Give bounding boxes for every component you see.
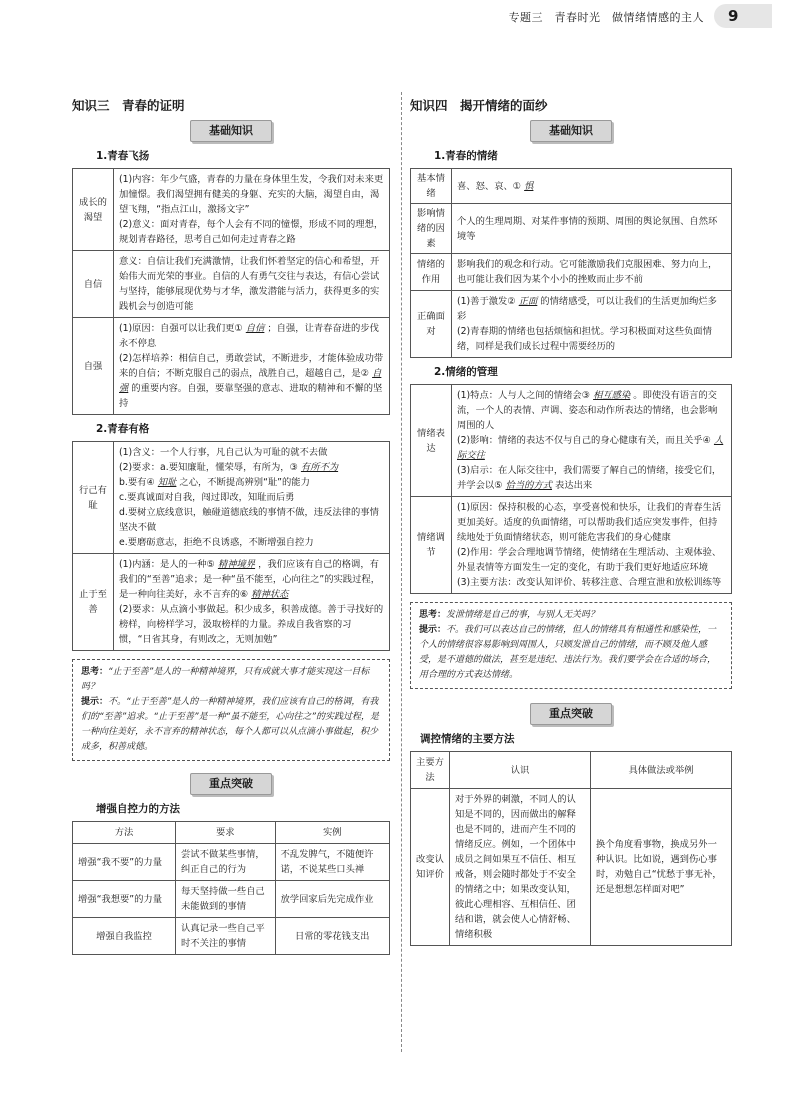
answer-blank: 自强 <box>119 368 382 394</box>
chapter-title: 专题三 青春时光 做情绪情感的主人 <box>508 11 704 24</box>
answer-blank: 相互感染 <box>593 390 631 401</box>
row-line: (1)内容：年少气盛，青春的力量在身体里生发，令我们对未来更加憧憬。我们渴望拥有健美的身躯、充实的大脑，渴望自由，渴望飞翔，“指点江山，激扬文字” <box>119 174 384 215</box>
column-divider <box>401 92 402 1052</box>
page-number: 9 <box>714 4 772 28</box>
answer-blank: 正面 <box>518 296 538 307</box>
table-row <box>411 291 732 358</box>
table-row <box>411 789 732 946</box>
think-note <box>410 602 732 689</box>
think-hint: 提示：不。我们可以表达自己的情绪，但人的情绪具有相通性和感染性，一个人的情绪很容易影响到周围人，只顾发泄自己的情绪，而不顾及他人感受，是不道德的做法，甚至是违纪、违法行为。我们要学会在合适的场合，用合理的方式表达情绪。 <box>419 625 717 680</box>
self-control-table <box>72 821 390 955</box>
row-content: 喜、怒、哀、① 惧 <box>452 169 732 204</box>
answer-blank: 恰当的方式 <box>505 480 553 491</box>
table-row <box>73 918 390 955</box>
answer-blank: 人际交往 <box>457 435 724 461</box>
youth-table <box>72 168 390 415</box>
regulation-table <box>410 751 732 946</box>
row-key: 自强 <box>73 318 114 415</box>
table-row <box>411 254 732 291</box>
table-cell: 增强自我监控 <box>73 918 176 955</box>
answer-blank: 有所不为 <box>300 462 339 473</box>
table-cell: 增强“我想要”的力量 <box>73 881 176 918</box>
row-line: b.要有④ 知耻 之心，不断提高辨别“耻”的能力 <box>119 477 310 488</box>
row-content <box>114 554 390 651</box>
table-cell: 对于外界的刺激，不同人的认知是不同的，因而做出的解释也是不同的，进而产生不同的情绪反应。例如，一个团体中成员之间如果互不信任、相互戒备，则会随时都处于不安全的情绪之中；如果改变认知，彼此心理相容、互相信任、团结和谐，就会使人心情舒畅、情绪积极 <box>450 789 591 946</box>
column-header: 实例 <box>275 822 390 844</box>
think-hint: 提示：不。“止于至善”是人的一种精神境界，我们应该有自己的格调，有我们的“至善”追求。“止于至善”是一种“虽不能至，心向往之”的实践过程，是一种向往美好，永不言弃的精神状态，每个人都可以从点滴小事做起，积少成多，积善成德。 <box>81 697 379 752</box>
table-cell: 换个角度看事物，换成另外一种认识。比如说，遇到伤心事时，劝勉自己“忧愁于事无补，还是想想怎样面对吧” <box>591 789 732 946</box>
row-line: (1)含义：一个人行事，凡自己认为可耻的就不去做 <box>119 447 328 458</box>
section-title-3: 知识三 青春的证明 <box>72 98 185 113</box>
table-cell: 不乱发脾气，不随便许诺，不说某些口头禅 <box>275 844 390 881</box>
table-cell: 改变认知评价 <box>411 789 450 946</box>
row-line: (2)影响：情绪的表达不仅与自己的身心健康有关，而且关乎④ 人际交往 <box>457 435 724 461</box>
page-header <box>0 0 794 30</box>
row-key: 基本情绪 <box>411 169 452 204</box>
right-column <box>410 96 732 946</box>
row-line: (1)内涵：是人的一种⑤ 精神境界 ，我们应该有自己的格调，有我们的“至善”追求；是一种“虽不能至，心向往之”的实践过程，是一种向往美好，永不言弃的⑥ 精神状态 <box>119 559 380 600</box>
row-line: (2)要求：从点滴小事做起。积少成多，积善成德。善于寻找好的榜样，向榜样学习，汲取榜样的力量。养成自我省察的习惯，“日省其身，有则改之，无则加勉” <box>119 604 384 645</box>
row-line: (2)怎样培养：相信自己，勇敢尝试，不断进步，才能体验成功带来的自信；不断克服自己的弱点，战胜自己，超越自己，是② 自强 的重要内容。自强，要靠坚强的意志、进取的精神和不懈的坚持 <box>119 353 384 409</box>
key-points-banner: 重点突破 <box>530 703 612 725</box>
row-line: e.要磨砺意志，拒绝不良诱惑，不断增强自控力 <box>119 537 314 548</box>
row-content <box>114 318 390 415</box>
table-row <box>411 169 732 204</box>
table-header-row <box>73 822 390 844</box>
table-cell: 放学回家后先完成作业 <box>275 881 390 918</box>
answer-blank: 精神境界 <box>217 559 256 570</box>
row-line: c.要真诚面对自我，闯过即改，知耻而后勇 <box>119 492 295 503</box>
think-note <box>72 659 390 761</box>
row-line: (1)原因：保持积极的心态，享受喜悦和快乐，让我们的青春生活更加美好。适度的负面情绪，可以帮助我们适应突发事件，但持续地处于负面情绪状态，则可能危害我们的身心健康 <box>457 502 722 543</box>
row-key: 成长的渴望 <box>73 169 114 251</box>
table-row <box>411 497 732 594</box>
basic-knowledge-banner: 基础知识 <box>190 120 272 142</box>
row-key: 自信 <box>73 251 114 318</box>
column-header: 认识 <box>450 752 591 789</box>
table-row <box>73 442 390 554</box>
subheading-character: 2.青春有格 <box>96 423 150 435</box>
row-line: (2)要求：a.要知廉耻，懂荣辱，有所为，③ 有所不为 <box>119 460 384 475</box>
row-content <box>452 385 732 497</box>
column-header: 具体做法或举例 <box>591 752 732 789</box>
column-header: 主要方法 <box>411 752 450 789</box>
row-content: 意义：自信让我们充满激情，让我们怀着坚定的信心和希望，开始伟大而光荣的事业。自信的人有勇气交往与表达，有信心尝试与坚持，能够展现优势与才华，激发潜能与活力，获得更多的实践机会与创造可能 <box>114 251 390 318</box>
think-question: 思考：“止于至善”是人的一种精神境界，只有成就大事才能实现这一目标吗？ <box>81 667 370 692</box>
table-row <box>73 251 390 318</box>
table-row <box>73 554 390 651</box>
table-row <box>73 881 390 918</box>
table-cell: 日常的零花钱支出 <box>275 918 390 955</box>
table-row <box>73 169 390 251</box>
table-cell: 增强“我不要”的力量 <box>73 844 176 881</box>
table-header-row <box>411 752 732 789</box>
row-key: 止于至善 <box>73 554 114 651</box>
key-points-banner: 重点突破 <box>190 773 272 795</box>
table-cell: 尝试不做某些事情，纠正自己的行为 <box>176 844 276 881</box>
row-line: (1)特点：人与人之间的情绪会③ 相互感染 。即使没有语言的交流，一个人的表情、声调、姿态和动作所表达的情绪，也会影响周围的人 <box>457 390 718 431</box>
subheading-self-control: 增强自控力的方法 <box>96 803 180 815</box>
row-content: 个人的生理周期、对某件事情的预期、周围的舆论氛围、自然环境等 <box>452 204 732 254</box>
subheading-youth: 1.青春飞扬 <box>96 150 150 162</box>
row-line: (2)青春期的情绪也包括烦恼和担忧。学习积极面对这些负面情绪，同样是我们成长过程中需要经历的 <box>457 326 712 352</box>
row-key: 情绪调节 <box>411 497 452 594</box>
column-header: 要求 <box>176 822 276 844</box>
row-line: (3)主要方法：改变认知评价、转移注意、合理宣泄和放松训练等 <box>457 577 722 588</box>
row-content <box>452 497 732 594</box>
table-row <box>73 844 390 881</box>
table-row <box>73 318 390 415</box>
table-row <box>411 204 732 254</box>
row-line: (1)原因：自强可以让我们更① 自信 ；自强，让青春奋进的步伐永不停息 <box>119 323 379 349</box>
column-header: 方法 <box>73 822 176 844</box>
row-line: (1)善于激发② 正面 的情绪感受，可以让我们的生活更加绚烂多彩 <box>457 296 717 322</box>
section-title-4: 知识四 揭开情绪的面纱 <box>410 98 548 113</box>
character-table <box>72 441 390 651</box>
answer-blank: 知耻 <box>157 477 177 488</box>
row-line: d.要树立底线意识，触碰道德底线的事情不做，违反法律的事情坚决不做 <box>119 507 379 533</box>
row-key: 正确面对 <box>411 291 452 358</box>
row-content <box>114 169 390 251</box>
answer-blank: 自信 <box>245 323 265 334</box>
answer-blank: 精神状态 <box>251 589 289 600</box>
subheading-regulation: 调控情绪的主要方法 <box>420 733 515 745</box>
row-key: 影响情绪的因素 <box>411 204 452 254</box>
think-question: 思考：发泄情绪是自己的事，与别人无关吗？ <box>419 610 600 620</box>
row-line: (3)启示：在人际交往中，我们需要了解自己的情绪，接受它们，并学会以⑤ 恰当的方式 表达出来 <box>457 465 722 491</box>
row-content: 影响我们的观念和行动。它可能激励我们克服困难、努力向上，也可能让我们因为某个小小的挫败而止步不前 <box>452 254 732 291</box>
emotions-table <box>410 168 732 358</box>
answer-blank: 惧 <box>524 180 534 192</box>
left-column <box>72 96 390 955</box>
row-key: 行己有耻 <box>73 442 114 554</box>
row-content <box>114 442 390 554</box>
table-row <box>411 385 732 497</box>
row-line: (2)作用：学会合理地调节情绪，使情绪在生理活动、主观体验、外显表情等方面发生一定的变化，有助于我们更好地适应环境 <box>457 547 722 573</box>
subheading-emotions: 1.青春的情绪 <box>434 150 498 162</box>
table-cell: 认真记录一些自己平时不关注的事情 <box>176 918 276 955</box>
row-line: (2)意义：面对青春，每个人会有不同的憧憬，形成不同的理想，规划青春路径，思考自己如何走过青春之路 <box>119 219 384 245</box>
row-key: 情绪表达 <box>411 385 452 497</box>
table-cell: 每天坚持做一些自己未能做到的事情 <box>176 881 276 918</box>
emotion-management-table <box>410 384 732 594</box>
basic-knowledge-banner: 基础知识 <box>530 120 612 142</box>
row-content <box>452 291 732 358</box>
subheading-emotion-management: 2.情绪的管理 <box>434 366 498 378</box>
row-key: 情绪的作用 <box>411 254 452 291</box>
